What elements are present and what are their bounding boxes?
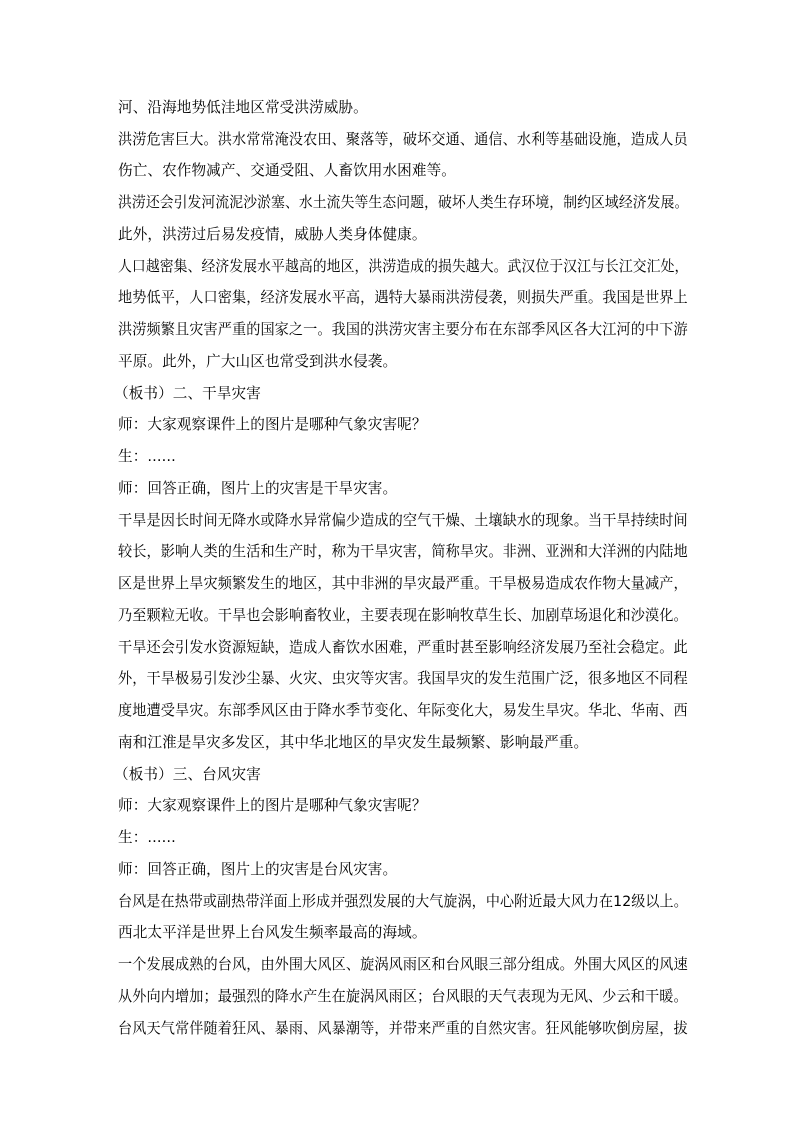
section-heading-drought: （板书）二、干旱灾害 bbox=[114, 385, 261, 402]
text-line: 河、沿海地势低洼地区常受洪涝威胁。 bbox=[118, 99, 368, 116]
text-line: 南和江淮是旱灾多发区，其中华北地区的旱灾发生最频繁、影响最严重。 bbox=[118, 734, 589, 751]
teacher-question: 师：大家观察课件上的图片是哪种气象灾害呢？ bbox=[118, 416, 427, 433]
text-line: 区是世界上旱灾频繁发生的地区，其中非洲的旱灾最严重。干旱极易造成农作物大量减产， bbox=[118, 575, 688, 592]
student-answer: 生：...... bbox=[118, 829, 176, 846]
student-answer: 生：...... bbox=[118, 448, 176, 465]
teacher-response: 师：回答正确，图片上的灾害是台风灾害。 bbox=[118, 861, 398, 878]
text-line: 此外，洪涝过后易发疫情，威胁人类身体健康。 bbox=[118, 226, 427, 243]
text-line: 干旱是因长时间无降水或降水异常偏少造成的空气干燥、土壤缺水的现象。当干旱持续时间 bbox=[118, 512, 688, 529]
text-line: 一个发展成熟的台风，由外围大风区、旋涡风雨区和台风眼三部分组成。外围大风区的风速 bbox=[118, 956, 688, 973]
text-line: 西北太平洋是世界上台风发生频率最高的海域。 bbox=[118, 924, 427, 941]
section-heading-typhoon: （板书）三、台风灾害 bbox=[114, 766, 261, 783]
text-line: 洪涝频繁且灾害严重的国家之一。我国的洪涝灾害主要分布在东部季风区各大江河的中下游 bbox=[118, 321, 688, 338]
teacher-question: 师：大家观察课件上的图片是哪种气象灾害呢？ bbox=[118, 797, 427, 814]
text-line: 地势低平，人口密集，经济发展水平高，遇特大暴雨洪涝侵袭，则损失严重。我国是世界上 bbox=[118, 289, 688, 306]
text-line: 度地遭受旱灾。东部季风区由于降水季节变化、年际变化大，易发生旱灾。华北、华南、西 bbox=[118, 702, 688, 719]
text-line: 洪涝还会引发河流泥沙淤塞、水土流失等生态问题，破坏人类生存环境，制约区域经济发展。 bbox=[118, 194, 689, 211]
text-line: 干旱还会引发水资源短缺，造成人畜饮水困难，严重时甚至影响经济发展乃至社会稳定。此 bbox=[118, 639, 688, 656]
text-line: 乃至颗粒无收。干旱也会影响畜牧业，主要表现在影响牧草生长、加剧草场退化和沙漠化。 bbox=[118, 607, 688, 624]
teacher-response: 师：回答正确，图片上的灾害是干旱灾害。 bbox=[118, 480, 398, 497]
text-line: 伤亡、农作物减产、交通受阻、人畜饮用水困难等。 bbox=[118, 162, 456, 179]
text-line: 洪涝危害巨大。洪水常常淹没农田、聚落等，破坏交通、通信、水利等基础设施，造成人员 bbox=[118, 131, 688, 148]
text-line: 台风是在热带或副热带洋面上形成并强烈发展的大气旋涡，中心附近最大风力在12级以上。 bbox=[118, 893, 688, 910]
text-line: 人口越密集、经济发展水平越高的地区，洪涝造成的损失越大。武汉位于汉江与长江交汇处， bbox=[118, 258, 689, 275]
text-line: 较长，影响人类的生活和生产时，称为干旱灾害，简称旱灾。非洲、亚洲和大洋洲的内陆地 bbox=[118, 543, 688, 560]
text-line: 外，干旱极易引发沙尘暴、火灾、虫灾等灾害。我国旱灾的发生范围广泛，很多地区不同程 bbox=[118, 670, 688, 687]
text-line: 台风天气常伴随着狂风、暴雨、风暴潮等，并带来严重的自然灾害。狂风能够吹倒房屋，拔 bbox=[118, 1020, 688, 1037]
text-line: 平原。此外，广大山区也常受到洪水侵袭。 bbox=[118, 353, 398, 370]
text-line: 从外向内增加；最强烈的降水产生在旋涡风雨区；台风眼的天气表现为无风、少云和干暖。 bbox=[118, 988, 688, 1005]
